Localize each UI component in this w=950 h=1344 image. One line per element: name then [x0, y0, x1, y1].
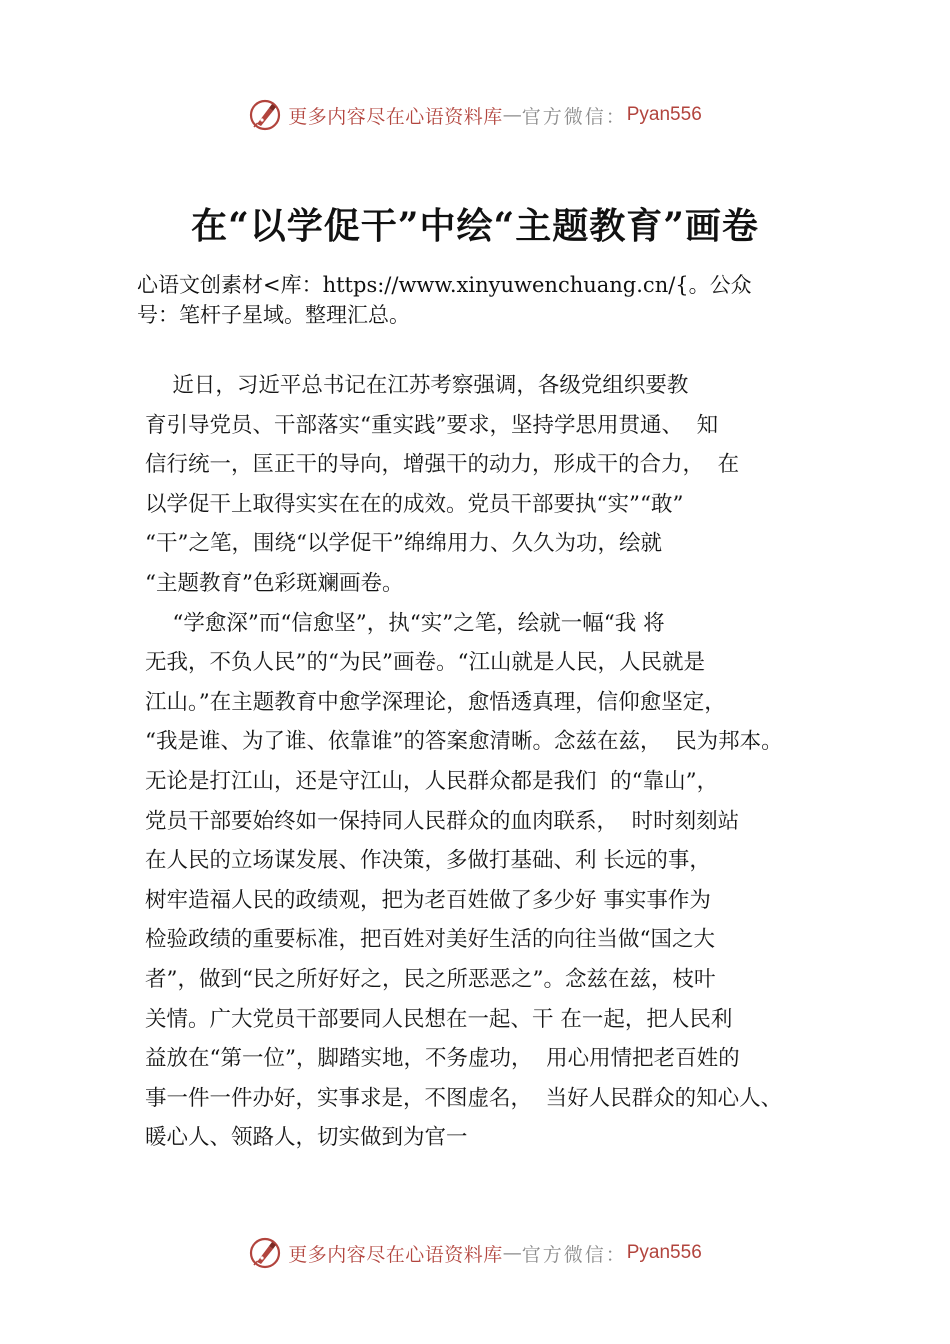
- body-line: 在人民的立场谋发展、作决策，多做打基础、利 长远的事，: [145, 848, 711, 874]
- source-line: 号：笔杆子星域。整理汇总。: [137, 303, 410, 327]
- banner-brand-text: 更多内容尽在心语资料库: [288, 1243, 503, 1266]
- body-line: 树牢造福人民的政绩观，把为老百姓做了多少好 事实事作为: [145, 887, 711, 913]
- body-line: “我是谁、为了谁、依靠谁”的答案愈清晰。念兹在兹， 民为邦本。: [145, 729, 783, 755]
- body-line: “主题教育”色彩斑斓画卷。: [145, 570, 404, 596]
- body-line: 者”，做到“民之所好好之，民之所恶恶之”。念兹在兹，枝叶: [145, 966, 716, 992]
- banner-wechat-label: 官方微信：: [521, 1243, 627, 1266]
- body-line: 以学促干上取得实实在在的成效。党员干部要执“实”“敢”: [145, 491, 684, 517]
- body-line: 益放在“第一位”，脚踏实地，不务虚功， 用心用情把老百姓的: [145, 1046, 740, 1072]
- body-line: 无论是打江山，还是守江山，人民群众都是我们 的“靠山”，: [145, 768, 719, 794]
- body-line: 暖心人、领路人，切实做到为官一: [145, 1125, 468, 1151]
- banner-separator: —: [502, 104, 522, 126]
- article-body: [145, 366, 845, 1158]
- document-title: 在“以学促干”中绘“主题教育”画卷: [191, 205, 759, 247]
- body-line: 关情。广大党员干部要同人民想在一起、干 在一起，把人民利: [145, 1006, 733, 1032]
- source-note: [137, 270, 837, 330]
- banner-wechat-id: Pyan556: [626, 104, 702, 125]
- banner-separator: —: [502, 1242, 522, 1264]
- body-line: 信行统一，匡正干的导向，增强干的动力，形成干的合力， 在: [145, 452, 740, 478]
- body-line: 无我，不负人民”的“为民”画卷。“江山就是人民，人民就是: [145, 650, 705, 676]
- body-line: 事一件一件办好，实事求是，不图虚名， 当好人民群众的知心人、: [145, 1085, 783, 1111]
- body-line: 党员干部要始终如一保持同人民群众的血肉联系， 时时刻刻站: [145, 808, 740, 834]
- body-line: “干”之笔，围绕“以学促干”绵绵用力、久久为功，绘就: [145, 531, 662, 557]
- body-line: “学愈深”而“信愈坚”，执“实”之笔，绘就一幅“我 将: [145, 610, 665, 636]
- pen-nib-logo-icon: [248, 1236, 282, 1270]
- banner-wechat-id: Pyan556: [626, 1242, 702, 1263]
- footer-banner: [0, 1233, 950, 1273]
- body-line: 检验政绩的重要标准，把百姓对美好生活的向往当做“国之大: [145, 927, 715, 953]
- body-line: 江山。”在主题教育中愈学深理论，愈悟透真理，信仰愈坚定，: [145, 689, 726, 715]
- source-line: 心语文创素材<库：https://www.xinyuwenchuang.cn/{。公众: [137, 273, 752, 297]
- banner-wechat-label: 官方微信：: [521, 105, 627, 128]
- body-line: 育引导党员、干部落实“重实践”要求，坚持学思用贯通、 知: [145, 412, 719, 438]
- body-line: 近日，习近平总书记在江苏考察强调，各级党组织要教: [145, 373, 689, 398]
- banner-brand-text: 更多内容尽在心语资料库: [288, 105, 503, 128]
- header-banner: [0, 95, 950, 135]
- pen-nib-logo-icon: [248, 98, 282, 132]
